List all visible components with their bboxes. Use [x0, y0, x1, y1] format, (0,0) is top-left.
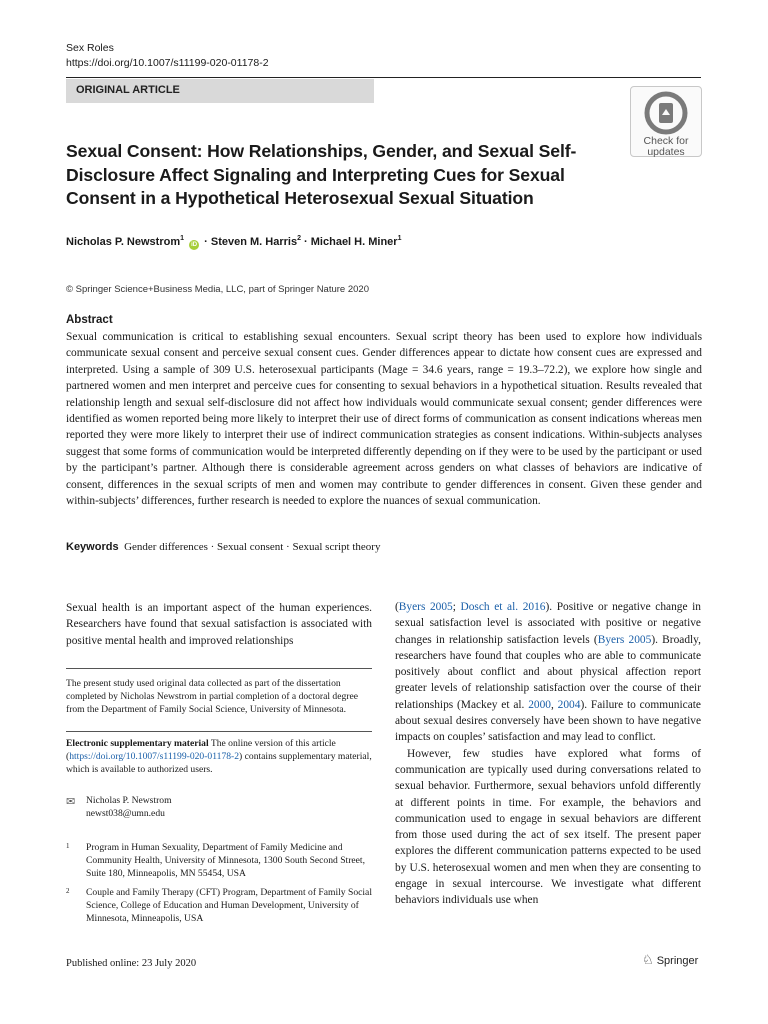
keywords-label: Keywords [66, 541, 119, 553]
affiliation-1: Program in Human Sexuality, Department of Family Medicine and Community Health, University of Minnesota, 1300 South Second Street, Suite 180, Minneapolis, MN 55454, USA [86, 842, 365, 880]
orcid-icon[interactable]: iD [191, 242, 198, 248]
text-run: ). Broadly, researchers have found that couples who are able to communicate positively about conflict and about physical affection report greater levels of relationship satisfaction over the course of their relationships (Mackey et al. [395, 633, 701, 711]
esm-text: The online version of this article ( [66, 738, 336, 763]
affiliation-number: 1 [66, 842, 70, 850]
article-title: Sexual Consent: How Relationships, Gender, and Sexual Self-Disclosure Affect Signaling and Interpreting Cues for Sexual Consent in a Hypothetical Heterosexual Sexual Situation [66, 141, 577, 208]
footnote-rule [66, 668, 372, 669]
citation-link[interactable]: 2004 [557, 698, 581, 711]
footnote-rule [66, 731, 372, 732]
supplementary-note [66, 737, 372, 777]
journal-header [66, 41, 269, 71]
study-note: The present study used original data collected as part of the dissertation completed by Nicholas Newstrom in partial completion of a doctoral degree from the Department of Family Social Science, University of Minnesota. [66, 678, 358, 716]
citation-link[interactable]: Byers 2005 [597, 633, 652, 646]
article-type-banner: ORIGINAL ARTICLE [66, 79, 374, 103]
right-column-text [395, 599, 701, 909]
author-list: Nicholas P. Newstrom$^1$ iD · Steven M. Harris$^2$ · Michael H. Miner$^1$ [66, 235, 402, 248]
check-for-updates-badge[interactable] [630, 86, 702, 157]
header-rule [66, 77, 701, 78]
copyright-line [66, 283, 369, 297]
citation-link[interactable]: Dosch et al. 2016 [460, 601, 546, 613]
citation-link[interactable]: 2000 [528, 698, 551, 711]
copyright-icon: © [66, 284, 73, 295]
text-run: ; [452, 601, 461, 613]
paragraph [395, 599, 701, 746]
envelope-icon: ✉ [66, 796, 76, 808]
author-affiliation: 2 [297, 235, 301, 242]
publisher-logo [642, 952, 698, 968]
text-run: , [551, 698, 558, 711]
copyright-text: Springer Science+Business Media, LLC, part of Springer Nature 2020 [75, 284, 369, 295]
citation-link[interactable]: Byers 2005 [398, 601, 453, 613]
author-name[interactable]: Nicholas P. Newstrom [66, 236, 181, 248]
paragraph: However, few studies have explored what forms of communication are typically used during conversations related to sexual behavior. Furthermore, sexual behaviors unfold differently at different points in time. For example, the behaviors and communication used to engage in sexual behaviors are different from those used during the act of sex itself. The present paper explores the different communication patterns expected to be used by U.S. heterosexual women and men when they are consenting to engage in sexual intercourse. We investigate what different behaviors individuals use when [395, 747, 701, 907]
intro-paragraph: Sexual health is an important aspect of the human experiences. Researchers have found that sexual satisfaction is associated with positive mental health and improved relationships [66, 602, 372, 647]
esm-link[interactable]: https://doi.org/10.1007/s11199-020-01178-2 [69, 751, 240, 763]
corresponding-author [86, 794, 172, 820]
check-updates-icon [644, 91, 688, 135]
publisher-name: Springer [656, 955, 699, 967]
check-updates-line-2: updates [647, 146, 685, 158]
check-updates-line-1: Check for [643, 135, 689, 147]
affiliation-number: 2 [66, 887, 70, 895]
springer-horse-icon: ♘ [642, 952, 654, 967]
corresponding-email[interactable]: newst038@umn.edu [86, 808, 165, 820]
abstract-text: Sexual communication is critical to establishing sexual encounters. Sexual script theory has been used to explore how individuals communicate sexual consent and perceive sexual consent cues. Gender differences appear to dictate how consent cues are expressed and interpreted. Using a sample of 309 U.S. heterosexual participants (Mage = 34.6 years, range = 19.3–72.2), we explore how single and partnered women and men interpret and perceive cues for consenting to sexual behaviors in a hypothetical situation. Results revealed that relationship length and sexual self-disclosure did not affect how individuals would communicate sexual consent; gender differences were identified as women reported being more likely to interpret their use of direct forms of communication as consent indications whereas men reported they were more likely to interpret their use of indirect communication strategies as consent indications. Within-subjects analyses suggest that some forms of communication would be interpreted differently depending on if they were to be used by the participant or used by the participant’s partner. Although there is considerable agreement across genders on what classes of behaviors are indicative of consent, differences in the sexual scripts of men and women may contribute to gender differences in consent. Given these gender and within-subjects’ differences, further research is needed to explore the nuances of sexual communication. [66, 331, 702, 508]
author-affiliation: 1 [180, 235, 185, 242]
doi-link[interactable]: https://doi.org/10.1007/s11199-020-01178-2 [66, 57, 269, 69]
author-affiliation: 1 [397, 235, 402, 242]
esm-text: ) contains supplementary material, which is available to authorized users. [66, 751, 372, 776]
text-run: ). Positive or negative change in sexual satisfaction level is associated with positive or negative changes in relationship satisfaction levels ( [395, 601, 701, 646]
abstract-heading: Abstract [66, 314, 113, 326]
affiliation-2: Couple and Family Therapy (CFT) Program, Department of Family Social Science, College of Education and Human Development, University of Minnesota, Minneapolis, USA [86, 887, 372, 925]
journal-name: Sex Roles [66, 42, 114, 54]
corresponding-name: Nicholas P. Newstrom [86, 795, 172, 806]
text-run: ( [395, 601, 399, 613]
keywords-items: Gender differences · Sexual consent · Sexual script theory [124, 541, 381, 553]
text-run: ). Failure to communicate about sexual desires conversely have been shown to have negative impacts on couples’ satisfaction and may lead to conflict. [395, 698, 701, 744]
author-name[interactable]: Michael H. Miner [310, 236, 398, 248]
esm-label: Electronic supplementary material [66, 738, 209, 749]
keywords-line [66, 540, 706, 555]
published-date: Published online: 23 July 2020 [66, 958, 197, 969]
author-name[interactable]: Steven M. Harris [210, 236, 298, 248]
